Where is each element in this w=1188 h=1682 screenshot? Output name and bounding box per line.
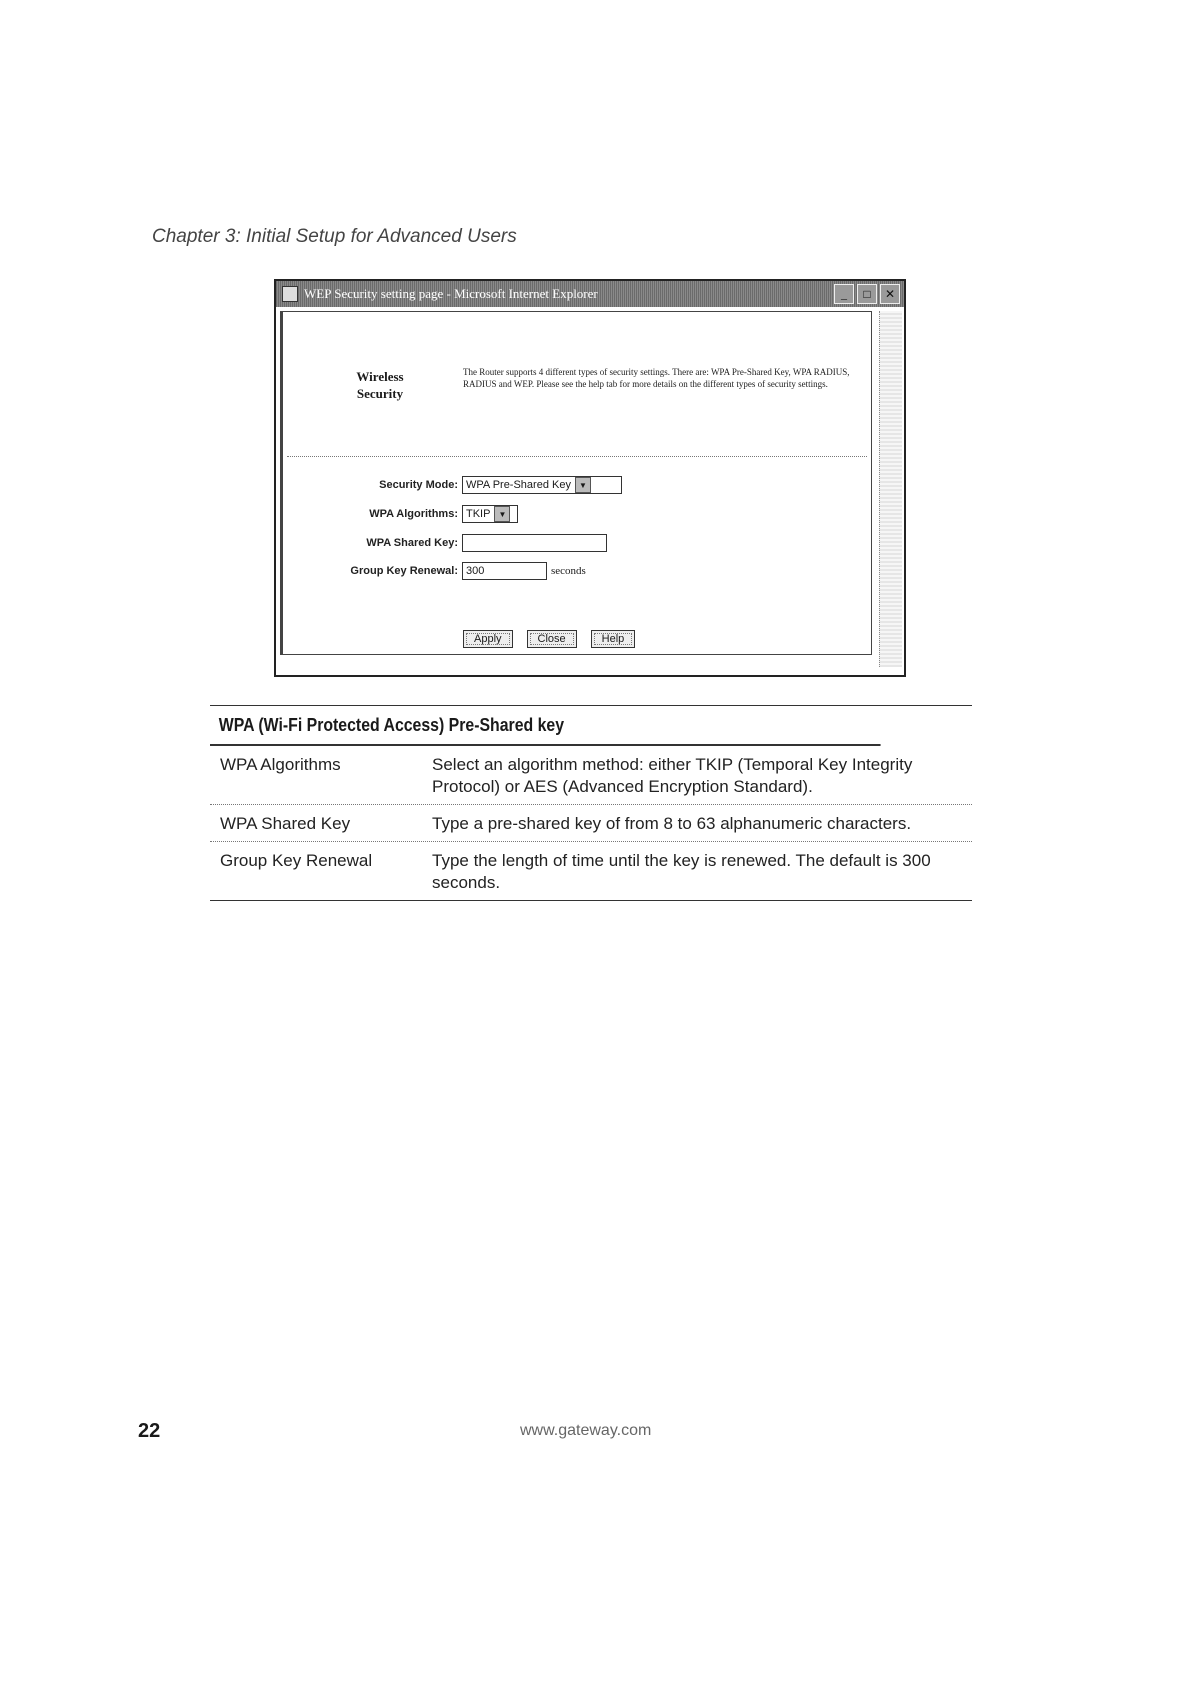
table-term: WPA Shared Key <box>220 814 351 833</box>
minimize-icon[interactable]: _ <box>834 284 854 304</box>
security-mode-value: WPA Pre-Shared Key <box>466 479 571 491</box>
settings-table <box>210 705 972 901</box>
section-title-line2: Security <box>356 386 404 401</box>
apply-button[interactable]: Apply <box>463 630 513 648</box>
chevron-down-icon[interactable]: ▼ <box>494 506 510 522</box>
wpa-shared-key-label: WPA Shared Key: <box>366 537 458 549</box>
table-row <box>210 842 972 901</box>
wpa-algorithms-row <box>283 503 518 525</box>
wpa-algorithms-value: TKIP <box>466 508 491 520</box>
section-title <box>345 368 415 402</box>
close-button[interactable]: Close <box>527 630 577 648</box>
wpa-shared-key-input[interactable] <box>462 534 607 552</box>
table-desc: Type a pre-shared key of from 8 to 63 alphanumeric characters. <box>432 814 912 833</box>
section-title-line1: Wireless <box>356 369 404 384</box>
divider <box>287 456 867 457</box>
help-button[interactable]: Help <box>591 630 636 648</box>
close-icon[interactable]: ✕ <box>880 284 900 304</box>
table-desc: Select an algorithm method: either TKIP (Temporal Key Integrity Protocol) or AES (Advanced Encryption Standard). <box>432 755 913 796</box>
group-key-renewal-label: Group Key Renewal: <box>350 565 458 577</box>
section-description: The Router supports 4 different types of security settings. There are: WPA Pre-Shared Key, WPA RADIUS, RADIUS and WEP. Please see the help tab for more details on the different types of security settings. <box>463 367 850 389</box>
wpa-algorithms-select[interactable] <box>462 505 518 523</box>
group-key-renewal-input[interactable]: 300 <box>462 562 547 580</box>
table-row <box>210 746 972 805</box>
ie-app-icon <box>282 286 298 302</box>
table-title: WPA (Wi-Fi Protected Access) Pre-Shared key <box>210 706 881 746</box>
maximize-icon[interactable]: □ <box>857 284 877 304</box>
page-frame <box>280 311 872 655</box>
table-row <box>210 805 972 842</box>
browser-window-screenshot <box>274 279 906 677</box>
group-key-renewal-unit: seconds <box>551 565 586 577</box>
window-title: WEP Security setting page - Microsoft Internet Explorer <box>304 286 598 301</box>
wpa-algorithms-label: WPA Algorithms: <box>369 508 458 520</box>
wpa-shared-key-row <box>283 532 607 554</box>
security-mode-row <box>283 474 622 496</box>
table-term: Group Key Renewal <box>220 851 373 870</box>
chevron-down-icon[interactable]: ▼ <box>575 477 591 493</box>
window-titlebar <box>276 281 904 307</box>
page-number: 22 <box>138 1420 161 1442</box>
security-mode-select[interactable] <box>462 476 622 494</box>
chapter-heading: Chapter 3: Initial Setup for Advanced Users <box>152 226 517 247</box>
table-term: WPA Algorithms <box>220 755 341 774</box>
group-key-renewal-row <box>283 560 586 582</box>
security-mode-label: Security Mode: <box>379 479 458 491</box>
footer-url: www.gateway.com <box>520 1422 652 1439</box>
vertical-scrollbar[interactable] <box>879 311 902 667</box>
table-desc: Type the length of time until the key is renewed. The default is 300 seconds. <box>432 851 931 892</box>
button-row <box>463 630 635 648</box>
